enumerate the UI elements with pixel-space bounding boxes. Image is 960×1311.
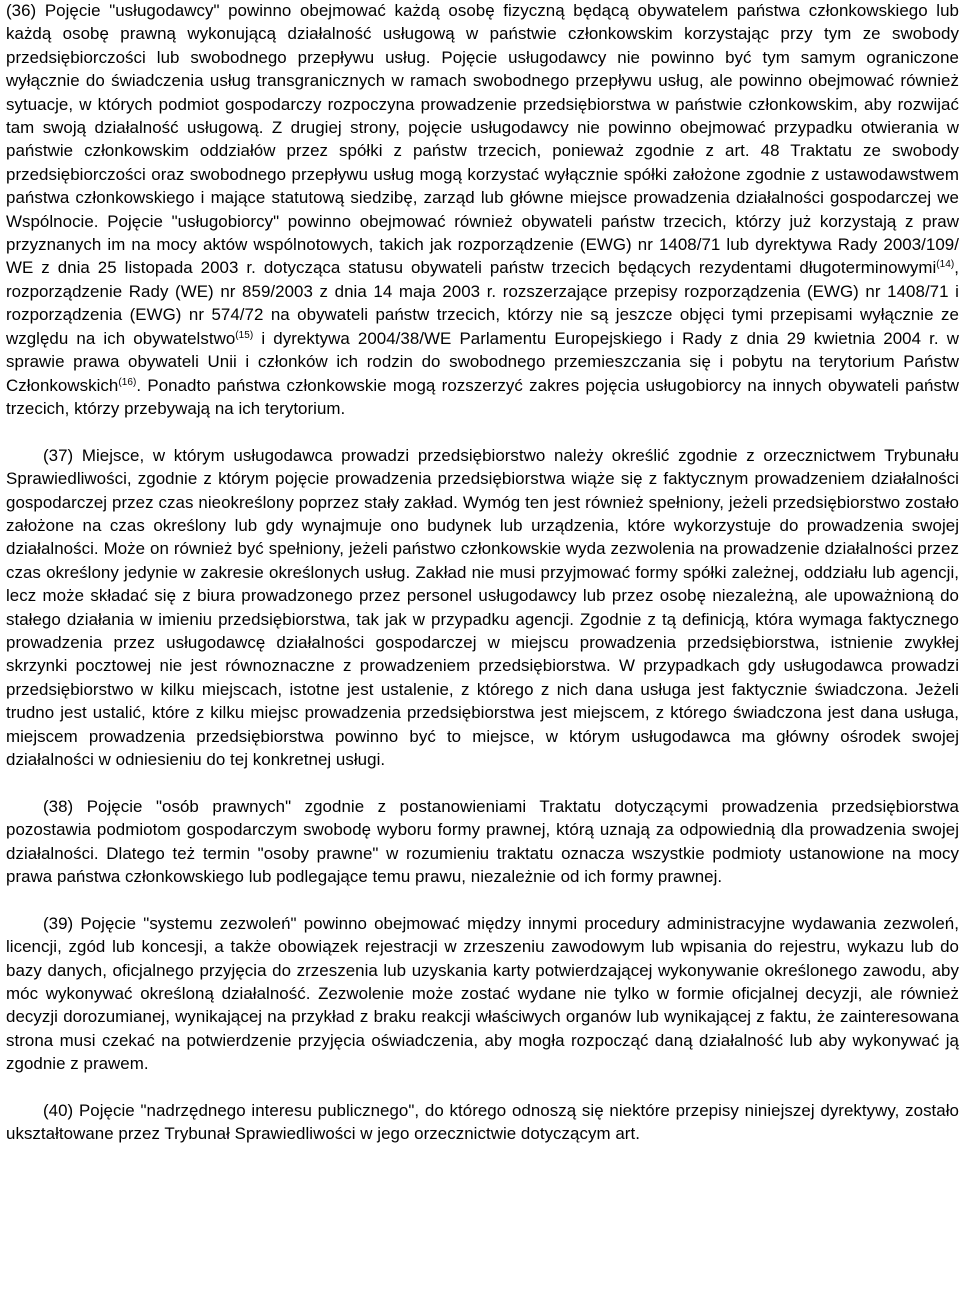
- paragraph-37-text: (37) Miejsce, w którym usługodawca prowadzi przedsiębiorstwo należy określić zgodnie z orzecznictwem Trybunału Sprawiedliwości, zgodnie z którym pojęcie prowadzenia przedsiębiorstwa wiąże się z faktycznym prowadzeniem działalności gospodarczej przez czas nieokreślony poprzez stały zakład. Wymóg ten jest również spełniony, jeżeli przedsiębiorstwo zostało założone na czas określony lub gdy wynajmuje ono budynek lub urządzenia, które wykorzystuje do prowadzenia swojej działalności. Może on również być spełniony, jeżeli państwo członkowskie wyda zezwolenia na prowadzenie działalności przez czas określony jedynie w zakresie określonych usług. Zakład nie musi przyjmować formy spółki zależnej, oddziału lub agencji, lecz może składać się z biura prowadzonego przez personel usługodawcy lub przez osobę niezależną, ale upoważnioną do stałego działania w imieniu przedsiębiorstwa, tak jak w przypadku agencji. Zgodnie z tą definicją, która wymaga faktycznego prowadzenia przez usługodawcę działalności gospodarczej w miejscu prowadzenia przedsiębiorstwa, istnienie zwykłej skrzynki pocztowej nie jest równoznaczne z prowadzeniem przedsiębiorstwa. W przypadkach gdy usługodawca prowadzi przedsiębiorstwo w kilku miejscach, istotne jest ustalenie, z którego z nich dana usługa jest faktycznie świadczona. Jeżeli trudno jest ustalić, które z kilku miejsc prowadzenia przedsiębiorstwa jest miejscem, z którego świadczona jest dana usługa, miejscem prowadzenia przedsiębiorstwa powinno być to miejsce, w którym usługodawca ma główny ośrodek swojej działalności w odniesieniu do tej konkretnej usługi.: [6, 445, 959, 769]
- paragraph-38-text: (38) Pojęcie "osób prawnych" zgodnie z postanowieniami Traktatu dotyczącymi prowadzenia przedsiębiorstwa pozostawia podmiotom gospodarczym swobodę wyboru formy prawnej, którą uznają za odpowiednią dla prowadzenia swojej działalności. Dlatego też termin "osoby prawne" w rozumieniu traktatu oznacza wszystkie podmioty ustanowione na mocy prawa państwa członkowskiego lub podlegające temu prawu, niezależnie od ich formy prawnej.: [6, 796, 959, 886]
- footnote-ref-16: (16): [118, 376, 137, 388]
- paragraph-36-text-4: . Ponadto państwa członkowskie mogą rozszerzyć zakres pojęcia usługobiorcy na innych obywateli państw trzecich, którzy przebywają na ich terytorium.: [6, 375, 959, 418]
- paragraph-spacer: [6, 1076, 959, 1099]
- paragraph-38: [6, 795, 959, 889]
- paragraph-36-text-2: , rozporządzenie Rady (WE) nr 859/2003 z dnia 14 maja 2003 r. rozszerzające przepisy rozporządzenia (EWG) nr 1408/71 i rozporządzenia (EWG) nr 574/72 na obywateli państw trzecich, którzy nie są jeszcze objęci tymi przepisami wyłącznie ze względu na ich obywatelstwo: [6, 258, 959, 348]
- paragraph-36-text-1: (36) Pojęcie "usługodawcy" powinno obejmować każdą osobę fizyczną będącą obywatelem państwa członkowskiego lub każdą osobę prawną wykonującą działalność usługową w państwie członkowskim korzystając przy tym ze swobody przedsiębiorczości lub swobodnego przepływu usług. Pojęcie usługodawcy nie powinno być tym samym ograniczone wyłącznie do świadczenia usług transgranicznych w ramach swobodnego przepływu usług, ale powinno obejmować również sytuacje, w których podmiot gospodarczy rozpoczyna prowadzenie przedsiębiorstwa w państwie członkowskim, aby rozwijać tam swoją działalność usługową. Z drugiej strony, pojęcie usługodawcy nie powinno obejmować przypadku otwierania w państwie członkowskim oddziałów przez spółki z państw trzecich, ponieważ zgodnie z art. 48 Traktatu ze swobody przedsiębiorczości oraz swobodnego przepływu usług mogą korzystać wyłącznie spółki założone zgodnie z ustawodawstwem państwa członkowskiego i mające statutową siedzibę, zarząd lub główne miejsce prowadzenia działalności gospodarczej we Wspólnocie. Pojęcie "usługobiorcy" powinno obejmować również obywateli państw trzecich, którzy już korzystają z praw przyznanych im na mocy aktów wspólnotowych, takich jak rozporządzenie (EWG) nr 1408/71 lub dyrektywa Rady 2003/109/ WE z dnia 25 listopada 2003 r. dotycząca statusu obywateli państw trzecich będących rezydentami długoterminowymi: [6, 1, 959, 278]
- paragraph-spacer: [6, 420, 959, 443]
- paragraph-spacer: [6, 888, 959, 911]
- paragraph-spacer: [6, 771, 959, 794]
- paragraph-39-text: (39) Pojęcie "systemu zezwoleń" powinno obejmować między innymi procedury administracyjne wydawania zezwoleń, licencji, zgód lub koncesji, a także obowiązek rejestracji w zrzeszeniu zawodowym lub wpisania do rejestru, wykazu lub do bazy danych, oficjalnego przyjęcia do zrzeszenia lub uzyskania karty potwierdzającej wykonywanie określonego zawodu, aby móc wykonywać określoną działalność. Zezwolenie może zostać wydane nie tylko w formie oficjalnej decyzji, ale również decyzji dorozumianej, wynikającej na przykład z braku reakcji właściwych organów lub wynikającej z faktu, że zainteresowana strona musi czekać na potwierdzenie przyjęcia oświadczenia, aby mogła rozpocząć daną działalność lub aby wykonywać ją zgodnie z prawem.: [6, 913, 959, 1074]
- paragraph-36: [6, 0, 959, 420]
- paragraph-37: [6, 444, 959, 772]
- paragraph-39: [6, 912, 959, 1076]
- paragraph-40-text: (40) Pojęcie "nadrzędnego interesu publicznego", do którego odnoszą się niektóre przepisy niniejszej dyrektywy, zostało ukształtowane przez Trybunał Sprawiedliwości w jego orzecznictwie dotyczącym art.: [6, 1101, 959, 1144]
- footnote-ref-14: (14): [936, 259, 955, 271]
- footnote-ref-15: (15): [235, 329, 254, 341]
- paragraph-40: [6, 1099, 959, 1146]
- paragraph-36-text-3: i dyrektywa 2004/38/WE Parlamentu Europejskiego i Rady z dnia 29 kwietnia 2004 r. w sprawie prawa obywateli Unii i członków ich rodzin do swobodnego przemieszczania się i pobytu na terytorium Państw Członkowskich: [6, 328, 959, 395]
- document-page: [6, 0, 959, 1146]
